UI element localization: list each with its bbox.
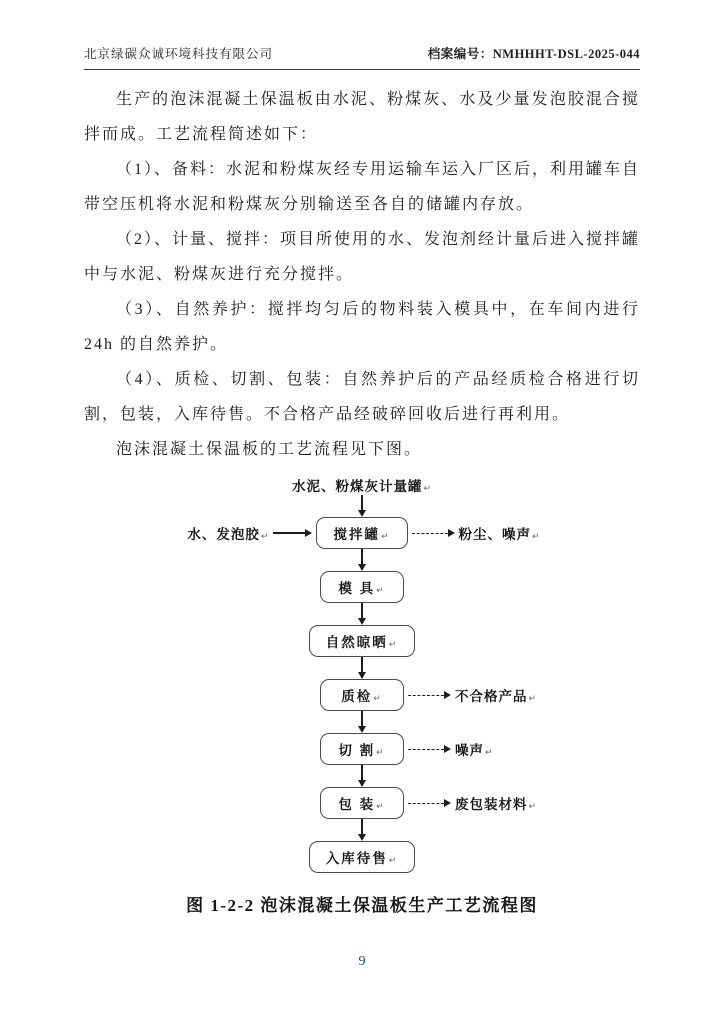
return-mark: ↵ [376, 747, 386, 757]
down-arrow-icon [358, 549, 366, 571]
down-arrow-icon [358, 819, 366, 841]
figure-caption: 图 1-2-2 泡沫混凝土保温板生产工艺流程图 [186, 896, 538, 915]
return-mark: ↵ [528, 693, 538, 703]
flow-node-cutting: 切 割↵ [320, 733, 404, 765]
return-mark: ↵ [388, 855, 399, 865]
down-arrow-icon [358, 765, 366, 787]
flow-node-mould: 模 具↵ [320, 571, 404, 603]
right-arrow-icon [273, 529, 312, 537]
flow-output-packing-waste: 废包装材料↵ [455, 797, 538, 812]
dashed-right-arrow-icon [408, 745, 451, 753]
archive-number: 档案编号：NMHHHT-DSL-2025-044 [427, 47, 640, 61]
return-mark: ↵ [528, 801, 538, 811]
down-arrow-icon [358, 657, 366, 679]
flow-output-noise: 噪声↵ [455, 743, 494, 758]
return-mark: ↵ [260, 531, 270, 541]
down-arrow-icon [358, 495, 366, 517]
return-mark: ↵ [380, 531, 391, 541]
paragraph-step2: （2）、计量、搅拌：项目所使用的水、发泡剂经计量后进入搅拌罐中与水泥、粉煤灰进行充分搅拌。 [84, 231, 641, 283]
dashed-right-arrow-icon [412, 529, 455, 537]
paragraph-step3: （3）、自然养护：搅拌均匀后的物料装入模具中，在车间内进行 24h 的自然养护。 [84, 301, 640, 353]
process-flowchart [84, 475, 640, 873]
return-mark: ↵ [373, 693, 383, 703]
paragraph-step4: （4）、质检、切割、包装：自然养护后的产品经质检合格进行切割，包装，入库待售。不合格产品经破碎回收后进行再利用。 [84, 371, 640, 423]
down-arrow-icon [358, 603, 366, 625]
return-mark: ↵ [423, 483, 433, 493]
paragraph-intro: 生产的泡沫混凝土保温板由水泥、粉煤灰、水及少量发泡胶混合搅拌而成。工艺流程简述如下： [84, 91, 640, 143]
down-arrow-icon [358, 711, 366, 733]
company-name: 北京绿碳众诚环境科技有限公司 [84, 47, 274, 61]
return-mark: ↵ [376, 585, 386, 595]
return-mark: ↵ [376, 801, 386, 811]
body-text [84, 82, 640, 467]
flow-node-quality-check: 质检↵ [320, 679, 404, 711]
page-number: 9 [358, 954, 366, 969]
flow-node-packing: 包 装↵ [320, 787, 404, 819]
page-header [84, 0, 640, 70]
flow-node-warehouse: 入库待售↵ [309, 841, 416, 873]
flow-node-natural-drying: 自然晾晒↵ [309, 625, 416, 657]
flow-input-label: 水、发泡胶↵ [187, 527, 270, 542]
flow-node-mixing-tank: 搅拌罐↵ [316, 517, 407, 549]
dashed-right-arrow-icon [408, 691, 451, 699]
return-mark: ↵ [388, 639, 399, 649]
return-mark: ↵ [485, 747, 494, 757]
flow-output-rejects: 不合格产品↵ [455, 689, 538, 704]
flow-source-label: 水泥、粉煤灰计量罐↵ [291, 479, 433, 494]
dashed-right-arrow-icon [408, 799, 451, 807]
paragraph-step1: （1）、备料：水泥和粉煤灰经专用运输车运入厂区后，利用罐车自带空压机将水泥和粉煤灰分别输送至各自的储罐内存放。 [84, 161, 641, 213]
return-mark: ↵ [532, 531, 541, 541]
flow-output-dust-noise: 粉尘、噪声↵ [458, 527, 541, 542]
paragraph-outro: 泡沫混凝土保温板的工艺流程见下图。 [116, 441, 423, 458]
